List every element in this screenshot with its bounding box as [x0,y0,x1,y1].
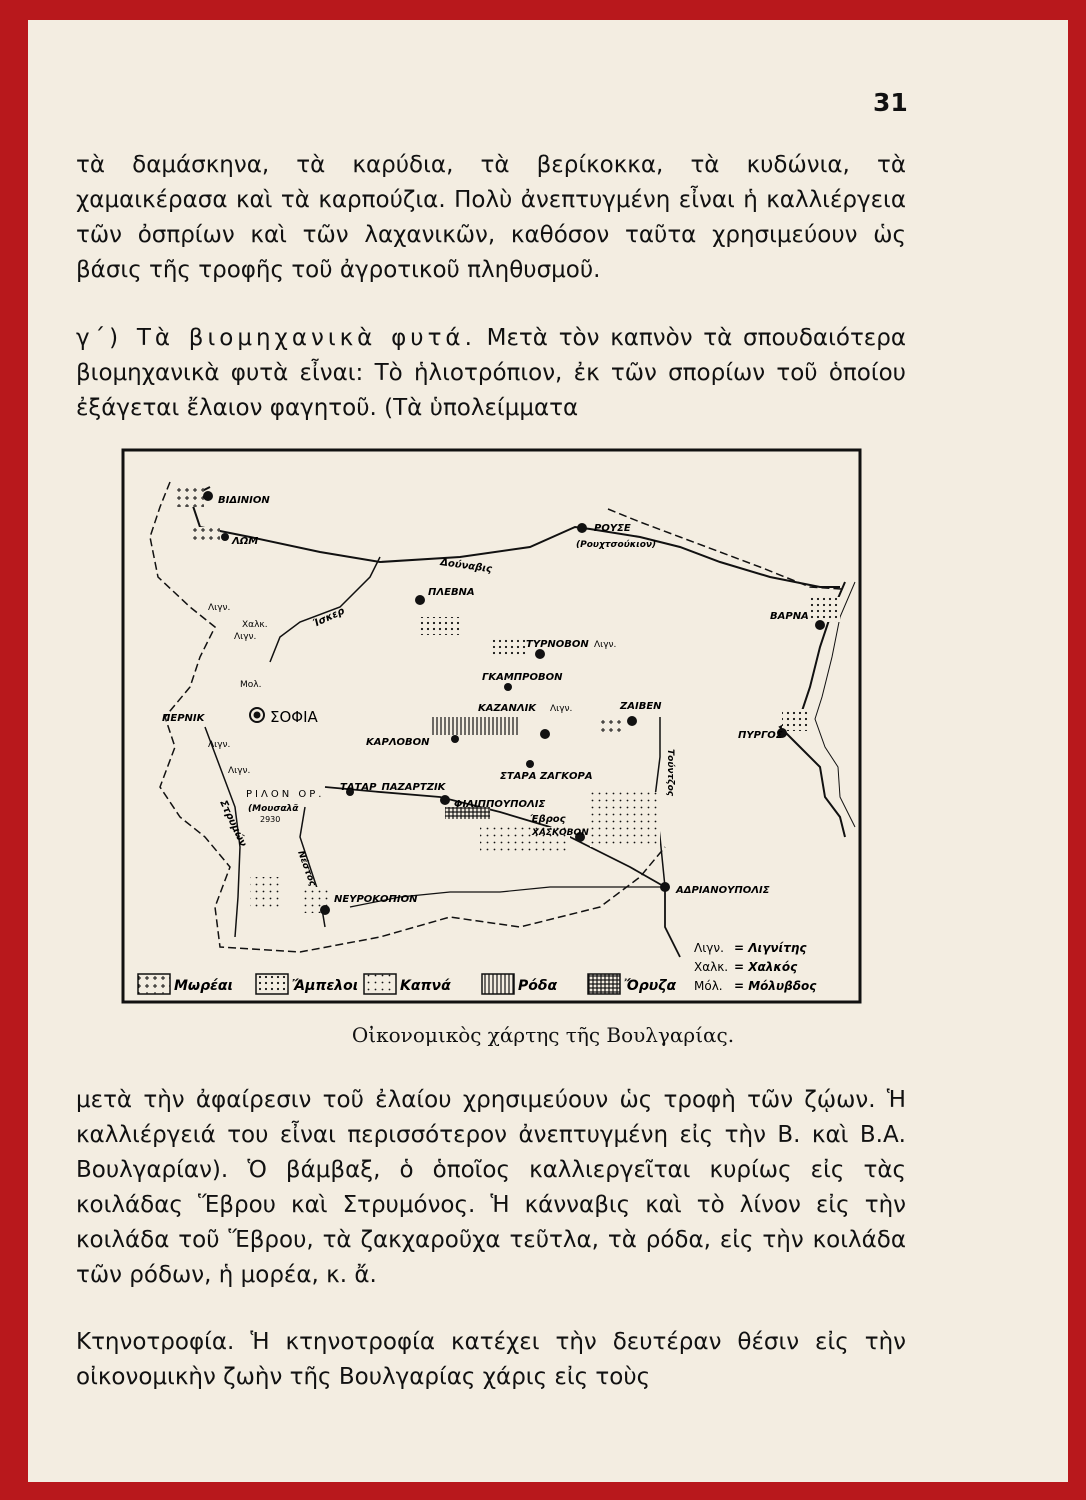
label-plevna: ΠΛΕΒΝΑ [428,587,475,598]
map-caption: Οἰκονομικὸς χάρτης τῆς Βουλγαρίας. [351,1023,735,1047]
label-rouse-alt: (Ρουχτσούκιον) [576,540,657,550]
label-isker: Ίσκερ [311,605,347,630]
tobacco-area-haskovo [590,792,660,847]
label-vidinion: ΒΙΔΙΝΙΟΝ [218,495,270,506]
legend-roda: Ρόδα [518,978,558,994]
label-sofia: ΣΟΦΙΑ [270,708,318,726]
legend-kapna: Καπνά [400,978,451,994]
paragraph-fruits: τὰ δαμάσκηνα, τὰ καρύδια, τὰ βερίκοκκα, τὰ κυδώνια, τὰ χαμαικέρασα καὶ τὰ καρπούζια. Πολὺ ἀνεπτυγμένη εἶναι ἡ καλλιέργεια τῶν ὀσπρίων καὶ τῶν λαχανικῶν, καθόσον ταῦτα χρησιμεύουν ὡς βάσις τῆς τροφῆς τοῦ ἀγροτικοῦ πληθυσμοῦ. [76,152,906,283]
mulberry-area-lom [190,527,220,541]
city-dot-vidinion [203,491,213,501]
vineyard-area-varna [810,597,840,622]
label-tatar-pazartzik: ΤΑΤΑΡ_ΠΑΖΑΡΤΖΙΚ [340,782,446,793]
tobacco-area-struma [250,877,280,907]
vineyard-area-tyrnovo [492,637,526,655]
city-dot-nevrokopion [320,905,330,915]
label-haskovon: ΧΑΣΚΟΒΟΝ [532,828,589,838]
label-evros: Έβρος [530,814,566,825]
paragraph-livestock [76,1325,906,1395]
label-varna: ΒΑΡΝΑ [770,611,809,622]
vineyard-area-plevna [420,617,460,635]
city-dot-varna [815,620,825,630]
label-stara-zagora: ΣΤΑΡΑ ΖΑΓΚΟΡΑ [500,771,593,782]
label-zaiven: ΖΑΙΒΕΝ [620,701,662,712]
label-adrianoupolis: ΑΔΡΙΑΝΟΥΠΟΛΙΣ [676,885,770,896]
legend-def-mol: = Μόλυβδος [734,979,817,993]
legend-swatch-moreai [138,974,170,994]
label-tyrnovon: ΤΥΡΝΟΒΟΝ [526,639,589,650]
page-number: 31 [873,88,908,117]
city-dot-lom [221,533,229,541]
label-rilon-oros: ΡΙΛΟΝ ΟΡ. [246,789,325,800]
label-lign-5: Λιγν. [594,640,617,650]
label-danube: Δούναβις [439,557,493,576]
label-pyrgos: ΠΥΡΓΟΣ [738,730,783,741]
legend-def-chalk: = Χαλκός [734,960,798,974]
label-lign-6: Λιγν. [550,704,573,714]
city-dot-plevna [415,595,425,605]
paragraph-cotton-hemp: μετὰ τὴν ἀφαίρεσιν τοῦ ἐλαίου χρησιμεύουν ὡς τροφὴ τῶν ζῴων. Ἡ καλλιέργειά του εἶναι περισσότερον ἀνεπτυγμένη εἰς τὴν Β. καὶ Β.Α. Βουλγαρίαν). Ὁ βάμβαξ, ὁ ὁποῖος καλλιεργεῖται κυρίως εἰς τὰς κοιλάδας Ἕβρου καὶ Στρυμόνος. Ἡ κάνναβις καὶ τὸ λίνον εἰς τὴν κοιλάδα τοῦ Ἕβρου, τὰ ζακχαροῦχα τεῦτλα, τὰ ρόδα, εἰς τὴν κοιλάδα τῶν ρόδων, ἡ μορέα, κ. ἄ. [76,1087,906,1288]
legend-swatch-kapna [364,974,396,994]
legend-abbr-chalk: Χαλκ. [694,960,729,974]
city-dot-gkamprovon [504,683,512,691]
label-gkamprovon: ΓΚΑΜΠΡΟΒΟΝ [482,672,563,683]
label-mousala: (Μουσαλᾶ [248,804,299,814]
paragraph-industrial-plants [76,321,906,426]
city-dot-kazanlik [540,729,550,739]
city-dot-adrianoupolis [660,882,670,892]
label-lign-4: Λιγν. [228,766,251,776]
label-chalk: Χαλκ. [242,620,268,630]
label-lom: ΛΩΜ [232,536,259,547]
city-dot-sofia-center [254,712,261,719]
label-mousala-height: 2930 [260,815,281,824]
mulberry-area-kazanlik [598,717,624,733]
legend-swatch-oryza [588,974,620,994]
label-strymon: Στρυμών [217,798,249,849]
section-heading-industrial-plants: γ΄) Τὰ βιομηχανικὰ φυτά. [76,325,476,351]
label-nestos: Νέστος [295,849,318,888]
section-heading-livestock: Κτηνοτροφία. [76,1329,235,1355]
legend-ampeloi: Ἄμπελοι [292,978,359,994]
label-filippoupolis: ΦΙΛΙΠΠΟΥΠΟΛΙΣ [454,799,546,810]
legend-swatch-ampeloi [256,974,288,994]
label-lign-1: Λιγν. [208,603,231,613]
label-lign-2: Λιγν. [234,632,257,642]
label-kazanlik: ΚΑΖΑΝΛΙΚ [478,703,537,714]
label-lign-3: Λιγν. [208,740,231,750]
legend-swatch-roda [482,974,514,994]
label-tountzos: Τούντζος [665,749,675,797]
label-karlovon: ΚΑΡΛΟΒΟΝ [366,737,430,748]
city-dot-zaiven [627,716,637,726]
economic-map-of-bulgaria [120,447,863,1005]
legend-abbr-mol: Μόλ. [694,979,723,993]
city-dot-tyrnovon [535,649,545,659]
legend-def-lign: = Λιγνίτης [734,941,807,955]
legend-oryza: Ὄρυζα [624,978,677,994]
paragraph-industrial-plants-body: Μετὰ τὸν καπνὸν τὰ σπουδαιότερα βιομηχανικὰ φυτὰ εἶναι: Τὸ ἡλιοτρόπιον, ἐκ τῶν σπορίων τοῦ ὁποίου ἐξάγεται ἔλαιον φαγητοῦ. (Τὰ ὑπολείμματα [76,325,906,421]
city-dot-stara-zagora [526,760,534,768]
label-pernik: ΠΕΡΝΙΚ [162,713,205,724]
rose-region [430,717,520,735]
label-mol: Μολ. [240,680,262,690]
city-dot-filippoupolis [440,795,450,805]
label-rouse: ΡΟΥΣΕ [594,523,631,534]
legend-moreai: Μωρέαι [174,978,233,994]
mulberry-area-vidin [176,487,204,507]
city-dot-karlovon [451,735,459,743]
label-nevrokopion: ΝΕΥΡΟΚΟΠΙΟΝ [334,894,418,905]
vineyard-area-pyrgos [782,709,810,731]
legend-abbr-lign: Λιγν. [694,941,724,955]
city-dot-rouse [577,523,587,533]
paragraph-livestock-body: Ἡ κτηνοτροφία κατέχει τὴν δευτέραν θέσιν εἰς τὴν οἰκονομικὴν ζωὴν τῆς Βουλγαρίας χάρις εἰς τοὺς [76,1329,907,1390]
